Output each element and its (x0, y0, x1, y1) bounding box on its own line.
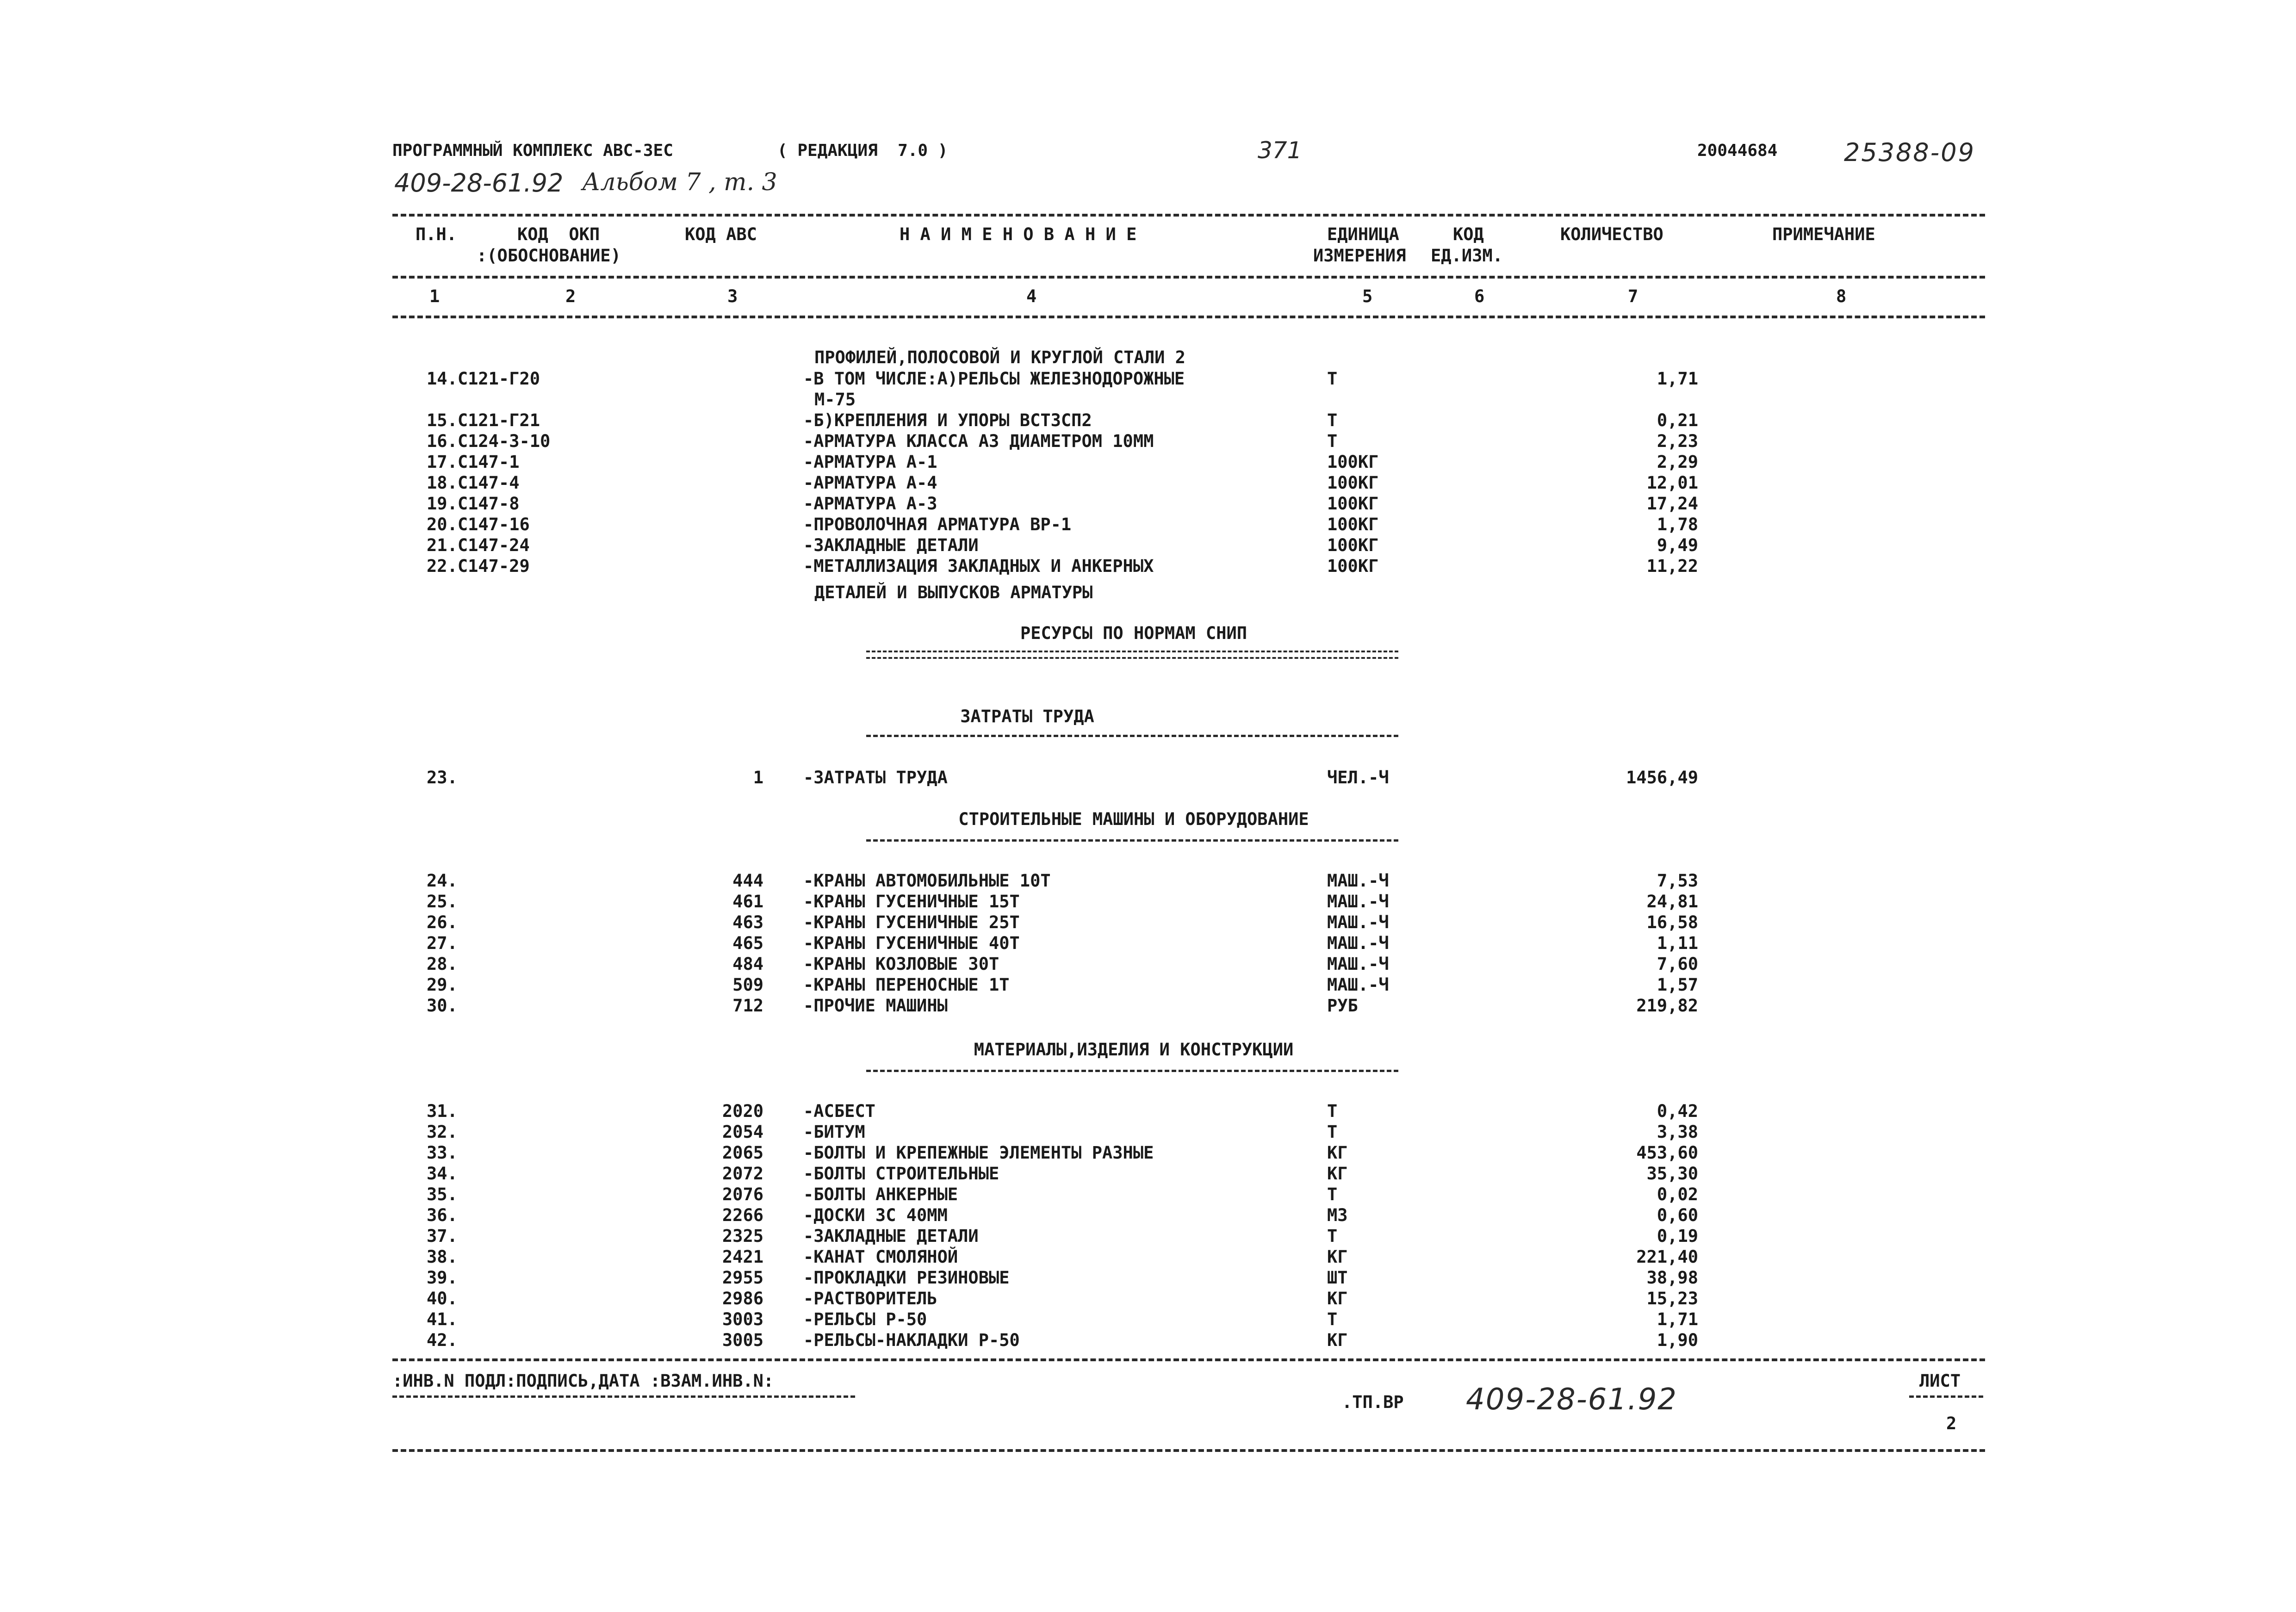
table-row-code: 2325 (722, 1226, 763, 1246)
resources-underline (866, 651, 1398, 652)
col-abc-header: КОД АВС (685, 224, 757, 244)
table-row-pn: 18.С147-4 (427, 473, 520, 493)
footer-left-labels: :ИНВ.N ПОДЛ:ПОДПИСЬ,ДАТА :ВЗАМ.ИНВ.N: (392, 1371, 774, 1391)
table-row-name: -РАСТВОРИТЕЛЬ (803, 1289, 937, 1308)
table-row-name: -КРАНЫ ГУСЕНИЧНЫЕ 25Т (803, 912, 1020, 932)
table-row-unit: МАШ.-Ч (1327, 954, 1389, 974)
table-row-name: -КРАНЫ ПЕРЕНОСНЫЕ 1Т (803, 975, 1010, 995)
table-row-name: -Б)КРЕПЛЕНИЯ И УПОРЫ ВСТ3СП2 (803, 410, 1092, 430)
table-row-pn: 26. (427, 912, 458, 932)
table-row-qty: 17,24 (1646, 494, 1698, 514)
table-row-unit: М3 (1327, 1205, 1348, 1225)
header-mid-rule (392, 276, 1985, 279)
table-row-pn: 36. (427, 1205, 458, 1225)
table-row-qty: 219,82 (1636, 996, 1698, 1016)
table-row-name: -АРМАТУРА А-4 (803, 473, 937, 493)
col-number: 4 (1026, 286, 1037, 306)
table-row-name: -АРМАТУРА КЛАССА А3 ДИАМЕТРОМ 10ММ (803, 431, 1154, 451)
table-row-name: -ЗАКЛАДНЫЕ ДЕТАЛИ (803, 535, 979, 555)
table-row-unit: Т (1327, 1184, 1338, 1204)
table-row-name: -ПРОКЛАДКИ РЕЗИНОВЫЕ (803, 1268, 1010, 1288)
table-row-qty: 0,02 (1657, 1184, 1698, 1204)
table-row-code: 2076 (722, 1184, 763, 1204)
table-row-pn: 14.С121-Г20 (427, 369, 540, 389)
table-row-qty: 11,22 (1646, 556, 1698, 576)
table-row-pn: 40. (427, 1289, 458, 1308)
table-row-unit: РУБ (1327, 996, 1358, 1016)
table-row-name: -РЕЛЬСЫ Р-50 (803, 1309, 927, 1329)
table-row-name: -БОЛТЫ И КРЕПЕЖНЫЕ ЭЛЕМЕНТЫ РАЗНЫЕ (803, 1143, 1154, 1163)
col-number: 3 (727, 286, 738, 306)
table-row-code: 712 (732, 996, 763, 1016)
table-row-unit: 100КГ (1327, 556, 1379, 576)
table-row-pn: 38. (427, 1247, 458, 1267)
table-row-name: -БИТУМ (803, 1122, 865, 1142)
table-row-code: 3005 (722, 1330, 763, 1350)
table-row-code: 1 (753, 768, 763, 787)
doc-code: 20044684 (1697, 141, 1778, 160)
table-row-name: -БОЛТЫ СТРОИТЕЛЬНЫЕ (803, 1164, 999, 1184)
table-row-code: 3003 (722, 1309, 763, 1329)
table-row-pn: 20.С147-16 (427, 515, 530, 534)
project-ref: 409-28-61.92 (394, 168, 564, 198)
table-row-name: -БОЛТЫ АНКЕРНЫЕ (803, 1184, 958, 1204)
col-number: 5 (1362, 286, 1373, 306)
table-row-unit: МАШ.-Ч (1327, 912, 1389, 932)
table-row-unit: ЧЕЛ.-Ч (1327, 768, 1389, 787)
table-row-pn: 34. (427, 1164, 458, 1184)
table-row-unit: Т (1327, 1226, 1338, 1246)
table-row-pn: 39. (427, 1268, 458, 1288)
table-row-name: -КРАНЫ КОЗЛОВЫЕ 30Т (803, 954, 999, 974)
machines-underline (866, 839, 1398, 842)
table-row-qty: 1,71 (1657, 369, 1698, 389)
table-row-name: -В ТОМ ЧИСЛЕ:А)РЕЛЬСЫ ЖЕЛЕЗНОДОРОЖНЫЕ (803, 369, 1185, 389)
table-row-name: -КРАНЫ АВТОМОБИЛЬНЫЕ 10Т (803, 871, 1051, 891)
table-row-code: 2955 (722, 1268, 763, 1288)
table-row-name: -АСБЕСТ (803, 1101, 875, 1121)
table-row-name: -КРАНЫ ГУСЕНИЧНЫЕ 15Т (803, 892, 1020, 911)
col-number: 6 (1474, 286, 1485, 306)
table-row-qty: 38,98 (1646, 1268, 1698, 1288)
table-row-qty: 35,30 (1646, 1164, 1698, 1184)
table-row-pn: 29. (427, 975, 458, 995)
table-row-pn: 32. (427, 1122, 458, 1142)
table-row-unit: 100КГ (1327, 452, 1379, 472)
table-row-qty: 16,58 (1646, 912, 1698, 932)
table-row-code: 2986 (722, 1289, 763, 1308)
footer-tp-label: .ТП.ВР (1342, 1392, 1404, 1412)
table-row-pn: 25. (427, 892, 458, 911)
table-row-unit: КГ (1327, 1247, 1348, 1267)
table-row-pn: 15.С121-Г21 (427, 410, 540, 430)
footer-sheet-number: 2 (1946, 1414, 1957, 1433)
resources-title: РЕСУРСЫ ПО НОРМАМ СНИП (1020, 623, 1247, 643)
col-unit-header: ЕДИНИЦА (1327, 224, 1399, 244)
table-row-name: -ПРОВОЛОЧНАЯ АРМАТУРА ВР-1 (803, 515, 1072, 534)
table-row-qty: 7,60 (1657, 954, 1698, 974)
footer-bottom-rule (392, 1449, 1985, 1452)
table-row-pn: 24. (427, 871, 458, 891)
col-unitcode-header-2: ЕД.ИЗМ. (1431, 246, 1503, 266)
table-row-qty: 7,53 (1657, 871, 1698, 891)
table-row-pn: 33. (427, 1143, 458, 1163)
labor-section-title: ЗАТРАТЫ ТРУДА (960, 707, 1094, 726)
labor-underline (866, 735, 1398, 737)
edition-label: ( РЕДАКЦИЯ 7.0 ) (777, 141, 948, 160)
table-row-code: 509 (732, 975, 763, 995)
table-row-code: 2421 (722, 1247, 763, 1267)
col-pn-header: П.Н. (416, 224, 457, 244)
table-row-pn: 42. (427, 1330, 458, 1350)
table-row-name: -ДОСКИ 3С 40ММ (803, 1205, 948, 1225)
table-row-unit: Т (1327, 410, 1338, 430)
table-row-unit: 100КГ (1327, 515, 1379, 534)
table-row-qty: 221,40 (1636, 1247, 1698, 1267)
table-row-unit: МАШ.-Ч (1327, 892, 1389, 911)
table-row-name: ДЕТАЛЕЙ И ВЫПУСКОВ АРМАТУРЫ (814, 583, 1093, 602)
table-row-pn: 21.С147-24 (427, 535, 530, 555)
footer-doc-number: 409-28-61.92 (1466, 1383, 1677, 1417)
table-row-name: -ЗАКЛАДНЫЕ ДЕТАЛИ (803, 1226, 979, 1246)
footer-sheet-rule (1909, 1395, 1983, 1398)
block1-heading: ПРОФИЛЕЙ,ПОЛОСОВОЙ И КРУГЛОЙ СТАЛИ 2 (814, 347, 1185, 367)
table-row-pn: 30. (427, 996, 458, 1016)
machines-section-title: СТРОИТЕЛЬНЫЕ МАШИНЫ И ОБОРУДОВАНИЕ (958, 809, 1309, 829)
table-row-code: 2020 (722, 1101, 763, 1121)
table-row-code: 484 (732, 954, 763, 974)
footer-top-rule (392, 1358, 1985, 1361)
table-row-qty: 0,60 (1657, 1205, 1698, 1225)
album-ref: Альбом 7 , т. 3 (582, 168, 777, 196)
table-row-qty: 24,81 (1646, 892, 1698, 911)
col-okp-header-2: :(ОБОСНОВАНИЕ) (477, 246, 621, 266)
col-number: 8 (1836, 286, 1847, 306)
table-row-qty: 1,11 (1657, 933, 1698, 953)
table-row-pn: 27. (427, 933, 458, 953)
table-row-code: 465 (732, 933, 763, 953)
col-unit-header-2: ИЗМЕРЕНИЯ (1313, 246, 1406, 266)
table-row-name: М-75 (814, 390, 856, 409)
table-row-name: -КРАНЫ ГУСЕНИЧНЫЕ 40Т (803, 933, 1020, 953)
sheet-code: 25388-09 (1844, 138, 1975, 167)
table-row-pn: 41. (427, 1309, 458, 1329)
table-row-pn: 19.С147-8 (427, 494, 520, 514)
table-row-pn: 22.С147-29 (427, 556, 530, 576)
table-row-name: -МЕТАЛЛИЗАЦИЯ ЗАКЛАДНЫХ И АНКЕРНЫХ (803, 556, 1154, 576)
table-row-unit: Т (1327, 1309, 1338, 1329)
table-row-unit: КГ (1327, 1143, 1348, 1163)
table-row-code: 2065 (722, 1143, 763, 1163)
table-row-unit: ШТ (1327, 1268, 1348, 1288)
col-number: 1 (429, 286, 440, 306)
table-row-pn: 23. (427, 768, 458, 787)
table-row-code: 2266 (722, 1205, 763, 1225)
table-row-unit: Т (1327, 369, 1338, 389)
table-row-name: -ПРОЧИЕ МАШИНЫ (803, 996, 948, 1016)
table-row-unit: КГ (1327, 1164, 1348, 1184)
table-row-code: 2054 (722, 1122, 763, 1142)
col-name-header: Н А И М Е Н О В А Н И Е (900, 224, 1137, 244)
table-row-qty: 1456,49 (1626, 768, 1698, 787)
table-row-unit: 100КГ (1327, 494, 1379, 514)
table-row-unit: 100КГ (1327, 473, 1379, 493)
table-top-rule (392, 214, 1985, 217)
table-row-pn: 16.С124-3-10 (427, 431, 551, 451)
table-row-pn: 28. (427, 954, 458, 974)
header-bottom-rule (392, 316, 1985, 318)
table-row-code: 461 (732, 892, 763, 911)
page-number: 371 (1258, 137, 1302, 164)
table-row-code: 463 (732, 912, 763, 932)
table-row-qty: 12,01 (1646, 473, 1698, 493)
table-row-pn: 35. (427, 1184, 458, 1204)
table-row-qty: 0,21 (1657, 410, 1698, 430)
col-note-header: ПРИМЕЧАНИЕ (1772, 224, 1875, 244)
table-row-qty: 1,71 (1657, 1309, 1698, 1329)
footer-sheet-label: ЛИСТ (1919, 1371, 1961, 1391)
table-row-qty: 2,23 (1657, 431, 1698, 451)
table-row-name: -ЗАТРАТЫ ТРУДА (803, 768, 948, 787)
table-row-qty: 0,19 (1657, 1226, 1698, 1246)
table-row-name: -АРМАТУРА А-3 (803, 494, 937, 514)
table-row-pn: 31. (427, 1101, 458, 1121)
col-qty-header: КОЛИЧЕСТВО (1560, 224, 1663, 244)
table-row-unit: МАШ.-Ч (1327, 871, 1389, 891)
table-row-unit: МАШ.-Ч (1327, 975, 1389, 995)
table-row-unit: 100КГ (1327, 535, 1379, 555)
table-row-qty: 15,23 (1646, 1289, 1698, 1308)
program-title: ПРОГРАММНЫЙ КОМПЛЕКС АВС-ЗЕС (392, 141, 673, 160)
col-number: 7 (1628, 286, 1638, 306)
table-row-unit: Т (1327, 1122, 1338, 1142)
table-row-unit: МАШ.-Ч (1327, 933, 1389, 953)
table-row-pn: 37. (427, 1226, 458, 1246)
table-row-name: -КАНАТ СМОЛЯНОЙ (803, 1247, 958, 1267)
materials-underline (866, 1070, 1398, 1072)
col-unitcode-header: КОД (1453, 224, 1484, 244)
table-row-qty: 9,49 (1657, 535, 1698, 555)
table-row-unit: Т (1327, 431, 1338, 451)
col-okp-header: КОД ОКП (517, 224, 600, 244)
table-row-qty: 0,42 (1657, 1101, 1698, 1121)
table-row-qty: 1,57 (1657, 975, 1698, 995)
footer-left-rule (392, 1395, 855, 1398)
table-row-unit: КГ (1327, 1330, 1348, 1350)
table-row-qty: 1,78 (1657, 515, 1698, 534)
col-number: 2 (565, 286, 576, 306)
table-row-qty: 2,29 (1657, 452, 1698, 472)
table-row-qty: 1,90 (1657, 1330, 1698, 1350)
table-row-pn: 17.С147-1 (427, 452, 520, 472)
resources-underline-2 (866, 657, 1398, 659)
table-row-code: 444 (732, 871, 763, 891)
table-row-code: 2072 (722, 1164, 763, 1184)
materials-section-title: МАТЕРИАЛЫ,ИЗДЕЛИЯ И КОНСТРУКЦИИ (974, 1040, 1294, 1060)
table-row-name: -АРМАТУРА А-1 (803, 452, 937, 472)
table-row-unit: КГ (1327, 1289, 1348, 1308)
table-row-qty: 3,38 (1657, 1122, 1698, 1142)
table-row-name: -РЕЛЬСЫ-НАКЛАДКИ Р-50 (803, 1330, 1020, 1350)
table-row-unit: Т (1327, 1101, 1338, 1121)
table-row-qty: 453,60 (1636, 1143, 1698, 1163)
